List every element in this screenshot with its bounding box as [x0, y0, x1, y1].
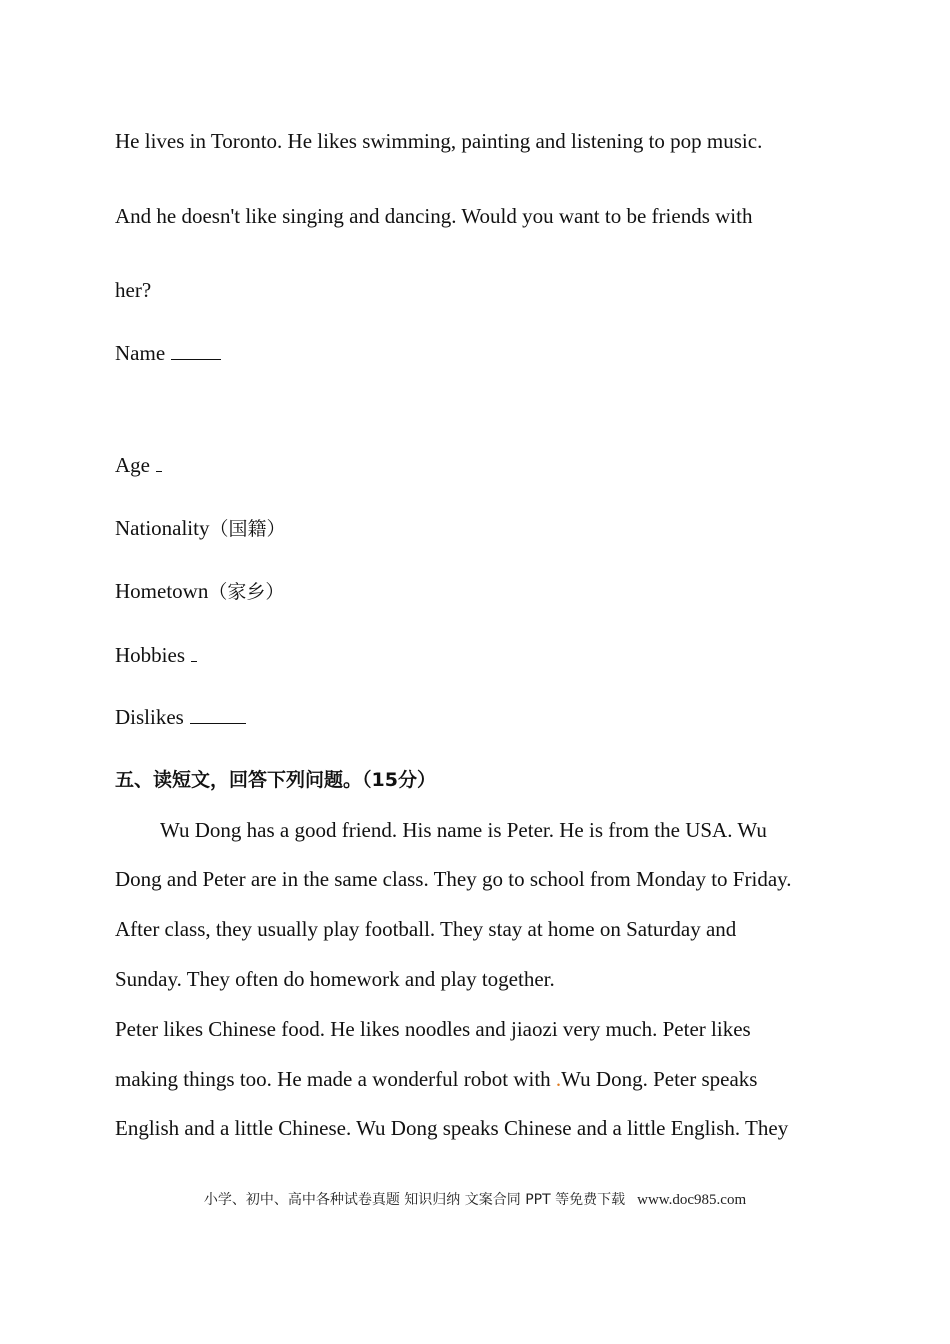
reading-p2-line-1: Peter likes Chinese food. He likes noodles and jiaozi very much. Peter likes — [115, 1017, 751, 1041]
reading-p1-line-2: Dong and Peter are in the same class. They go to school from Monday to Friday. — [115, 867, 792, 891]
form-row-hometown — [115, 578, 284, 605]
name-blank[interactable] — [171, 341, 221, 360]
reading-p1-line-3: After class, they usually play football. They stay at home on Saturday and — [115, 917, 737, 941]
passage-line-2: And he doesn't like singing and dancing. Would you want to be friends with — [115, 204, 753, 228]
dislikes-blank[interactable] — [190, 705, 246, 724]
passage-line-1: He lives in Toronto. He likes swimming, painting and listening to pop music. — [115, 129, 763, 153]
hometown-label: Hometown — [115, 579, 209, 603]
form-row-name — [115, 340, 221, 366]
reading-p2-line-2-start: making things too. He made a wonderful robot with — [115, 1067, 556, 1091]
form-row-dislikes — [115, 704, 246, 730]
hometown-note: （家乡） — [208, 581, 285, 603]
footer-text: 小学、初中、高中各种试卷真题 知识归纳 文案合同 PPT 等免费下载 — [203, 1192, 626, 1208]
age-blank[interactable] — [156, 453, 162, 472]
reading-p1-line-1: Wu Dong has a good friend. His name is Peter. He is from the USA. Wu — [160, 818, 767, 842]
hobbies-label: Hobbies — [115, 643, 185, 667]
age-label: Age — [115, 453, 150, 477]
reading-p2-line-3: English and a little Chinese. Wu Dong speaks Chinese and a little English. They — [115, 1116, 789, 1140]
form-row-age — [115, 452, 162, 478]
dislikes-label: Dislikes — [115, 705, 184, 729]
nationality-label: Nationality — [115, 516, 210, 540]
form-row-hobbies — [115, 642, 197, 668]
reading-p2-line-2-end: Wu Dong. Peter speaks — [561, 1067, 758, 1091]
hobbies-blank[interactable] — [191, 643, 197, 662]
name-label: Name — [115, 341, 166, 365]
passage-line-3: her? — [115, 278, 152, 302]
section-heading: 五、读短文，回答下列问题。（15分） — [115, 769, 436, 791]
footer-url[interactable]: www.doc985.com — [637, 1192, 747, 1208]
nationality-note: （国籍） — [209, 518, 286, 540]
orange-dot-mark: . — [555, 1067, 562, 1091]
page-footer — [0, 1190, 950, 1210]
reading-p2-line-2 — [115, 1066, 757, 1092]
reading-p1-line-4: Sunday. They often do homework and play together. — [115, 967, 555, 991]
form-row-nationality — [115, 515, 286, 542]
